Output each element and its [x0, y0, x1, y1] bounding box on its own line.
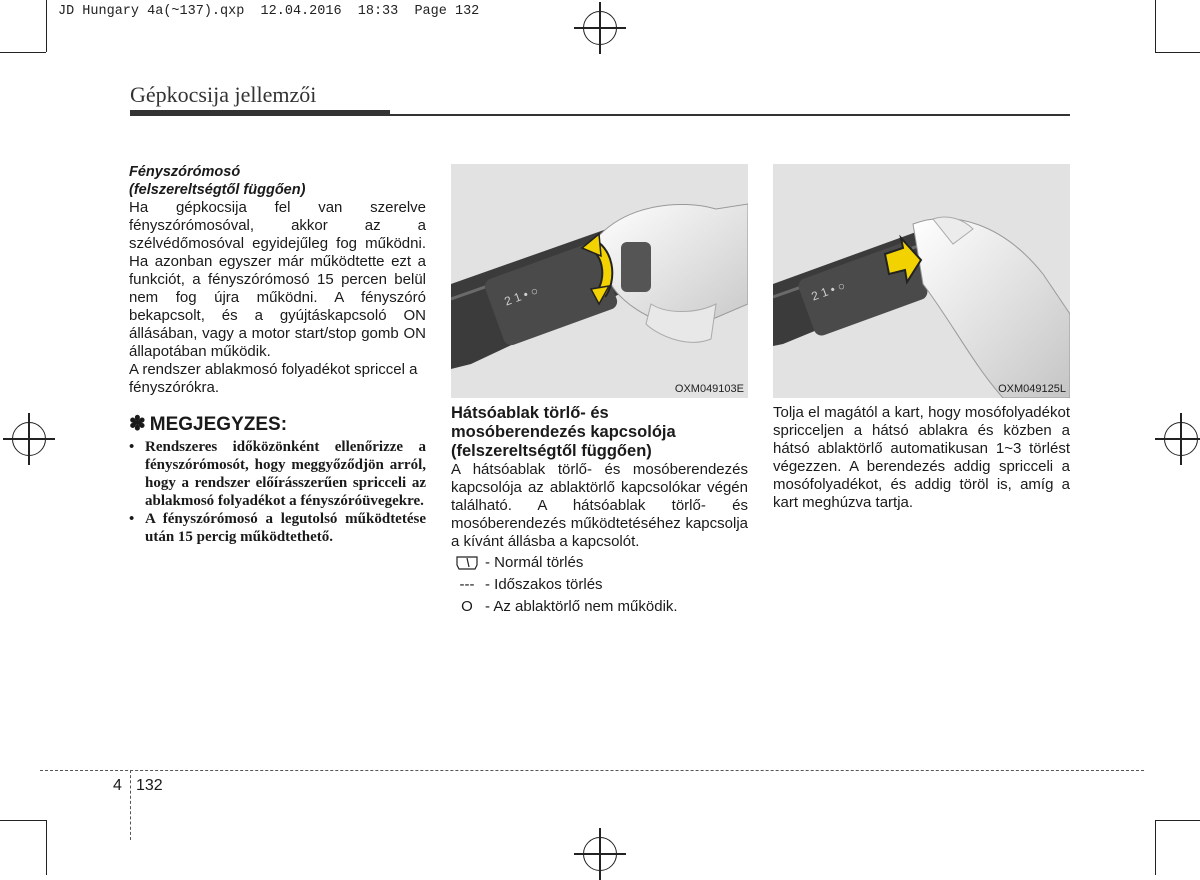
rear-washer-section: [773, 404, 1070, 512]
mode-label: - Az ablaktörlő nem működik.: [485, 598, 678, 615]
stalk-illustration: [773, 164, 1070, 398]
mode-row: [451, 597, 748, 617]
rear-wiper-heading: (felszereltségtől függően): [451, 442, 652, 460]
rear-washer-push-figure: [773, 164, 1070, 398]
running-head-title: Gépkocsija jellemzői: [130, 82, 317, 107]
rear-wiper-paragraph: A hátsóablak törlő- és mosóberendezés kapcsolója az ablaktörlő kapcsolókar végén található. A hátsóablak törlő- és mosóberendezés működtetéséhez kapcsolja a kívánt állásba a kapcsolót.: [451, 461, 748, 550]
svg-text:2 1 • ○: 2 1 • ○: [809, 278, 848, 304]
crop-mark: [0, 820, 46, 821]
page-number: 132: [136, 777, 163, 794]
registration-mark: [1164, 422, 1198, 456]
headlamp-washer-paragraph: Ha gépkocsija fel van szerelve fényszórómosóval, akkor az a szélvédőmosóval egyidejűleg fog működni. Ha azonban egyszer már működtette ezt a funkciót, a fényszórómosó 15 percen belül nem fog újra működni. A fényszóró bekapcsolt, és a gyújtáskapcsoló ON állásában, vagy a motor start/stop gomb ON állapotában működik.: [129, 199, 426, 360]
note-list: [129, 438, 426, 546]
figure-code: OXM049103E: [674, 383, 744, 395]
note-item: • Rendszeres időközönként ellenőrizze a fényszórómosót, hogy meggyőződjön arról, hogy a rendszer előírásszerűen spricceli az ablakmosó folyadékot a fényszóróüvegekre.: [129, 438, 426, 510]
crop-mark: [1155, 820, 1156, 875]
registration-mark: [583, 837, 617, 871]
note-item: • A fényszórómosó a legutolsó működtetése után 15 percig működtethető.: [129, 510, 426, 546]
note-title: MEGJEGYZES:: [149, 414, 288, 435]
headlamp-washer-heading: Fényszórómosó: [129, 164, 241, 180]
mode-row: [451, 553, 748, 573]
mode-symbol: ---: [459, 576, 475, 593]
mode-label: - Időszakos törlés: [485, 576, 603, 593]
crop-mark: [1155, 820, 1200, 821]
headlamp-washer-subheading: (felszereltségtől függően): [129, 182, 306, 198]
header-rule: [130, 114, 1070, 116]
mode-symbol: O: [461, 598, 473, 615]
print-slug: JD Hungary 4a(~137).qxp 12.04.2016 18:33 Page 132: [58, 4, 480, 19]
registration-mark: [12, 422, 46, 456]
crop-mark: [1155, 52, 1200, 53]
rear-wiper-heading: mosóberendezés kapcsolója: [451, 423, 676, 441]
chapter-number: 4: [113, 777, 122, 794]
crop-mark: [46, 0, 47, 52]
rear-washer-paragraph: Tolja el magától a kart, hogy mosófolyadékot spricceljen a hátsó ablakra és közben a hátsó ablaktörlő automatikusan 1~3 törlést végezzen. A berendezés addig spricceli a mosófolyadékot, és addig töröl is, amíg a kart meghúzva tartja.: [773, 404, 1070, 511]
headlamp-washer-section: [129, 163, 426, 546]
footer-divider: [130, 770, 131, 840]
headlamp-washer-paragraph-2: A rendszer ablakmosó folyadékot spriccel a fényszórókra.: [129, 361, 418, 396]
rear-wiper-rotate-figure: [451, 164, 748, 398]
asterisk-icon: ✽: [129, 413, 146, 435]
wiper-icon: [453, 555, 481, 571]
mode-label: - Normál törlés: [485, 554, 584, 571]
stalk-illustration: [451, 164, 748, 398]
crop-mark: [1155, 0, 1156, 52]
crop-mark: [46, 820, 47, 875]
svg-text:2 1 • ○: 2 1 • ○: [502, 283, 541, 309]
registration-mark: [583, 11, 617, 45]
mode-row: [451, 575, 748, 595]
rear-wiper-heading: Hátsóablak törlő- és: [451, 404, 609, 422]
rear-wiper-section: [451, 404, 748, 617]
footer-rule: [40, 770, 1144, 771]
figure-code: OXM049125L: [998, 383, 1066, 395]
note-heading: [129, 413, 426, 436]
crop-mark: [0, 52, 46, 53]
